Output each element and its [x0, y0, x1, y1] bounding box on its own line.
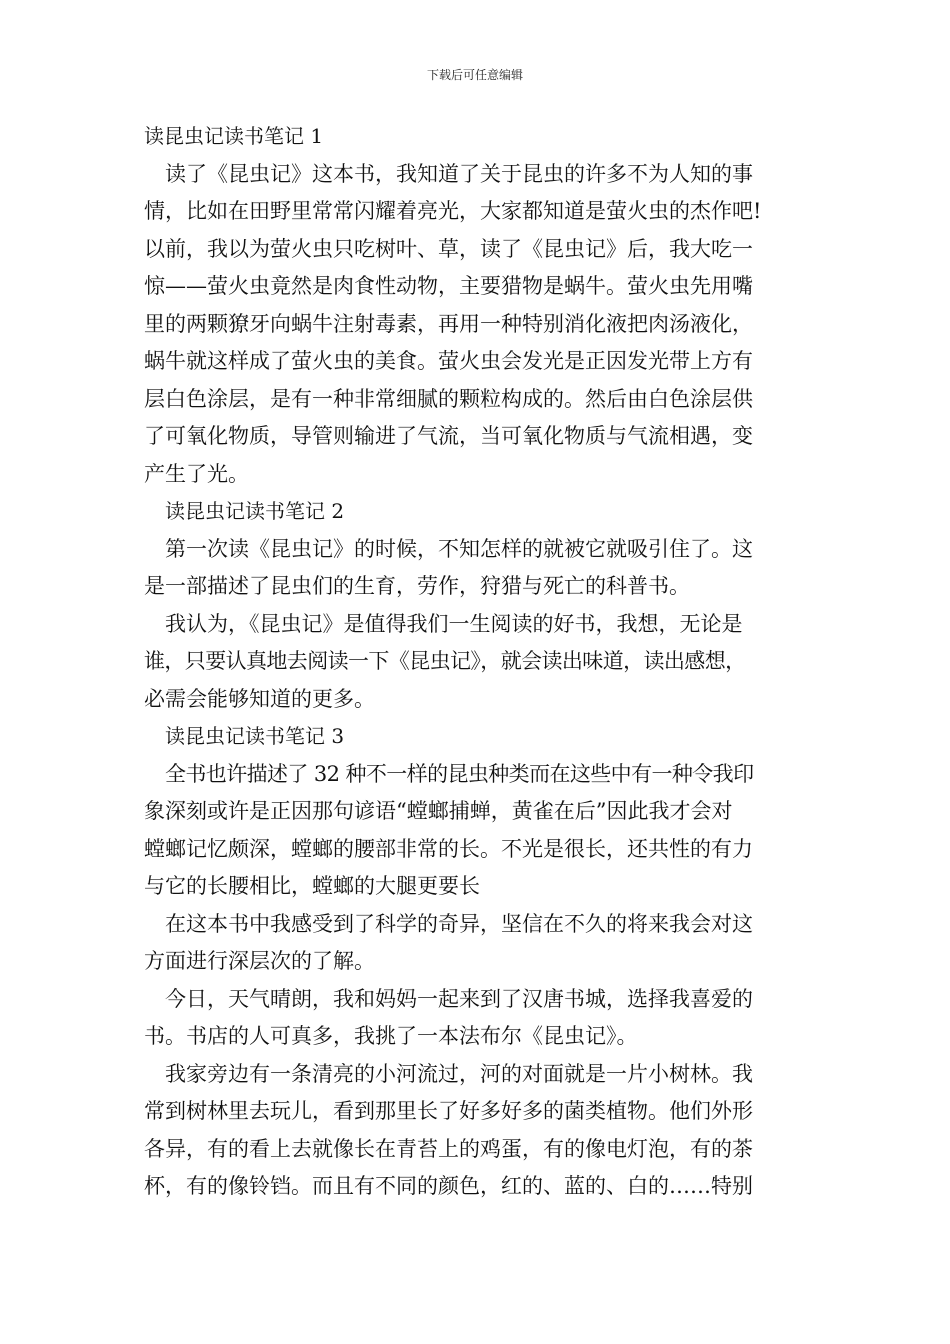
text-line: 第一次读《昆虫记》的时候，不知怎样的就被它就吸引住了。这 — [165, 536, 753, 561]
text-line: 了可氧化物质，导管则输进了气流，当可氧化物质与气流相遇，变 — [144, 424, 753, 448]
text-line: 蜗牛就这样成了萤火虫的美食。萤火虫会发光是正因发光带上方有 — [144, 349, 753, 373]
section-heading: 读昆虫记读书笔记 2 — [165, 499, 345, 523]
text-line: 情，比如在田野里常常闪耀着亮光，大家都知道是萤火虫的杰作吧! — [144, 199, 762, 223]
text-line: 螳螂记忆颇深，螳螂的腰部非常的长。不光是很长，还共性的有力 — [144, 836, 753, 861]
text-line: 象深刻或许是正因那句谚语“螳螂捕蝉，黄雀在后”因此我才会对 — [144, 799, 733, 823]
text-line: 谁，只要认真地去阅读一下《昆虫记》，就会读出味道，读出感想， — [144, 649, 746, 673]
section-heading: 读昆虫记读书笔记 3 — [165, 724, 345, 748]
document-body — [144, 118, 824, 1206]
text-line: 读了《昆虫记》这本书，我知道了关于昆虫的许多不为人知的事 — [165, 161, 753, 186]
page-header: 下载后可任意编辑 — [426, 68, 523, 82]
text-line: 方面进行深层次的了解。 — [144, 949, 375, 973]
text-line: 我家旁边有一条清亮的小河流过，河的对面就是一片小树林。我 — [165, 1061, 753, 1086]
text-line: 里的两颗獠牙向蜗牛注射毒素，再用一种特别消化液把肉汤液化， — [144, 311, 753, 336]
text-line: 杯，有的像铃铛。而且有不同的颜色，红的、蓝的、白的……特别 — [144, 1174, 753, 1198]
text-line: 惊——萤火虫竟然是肉食性动物，主要猎物是蜗牛。萤火虫先用嘴 — [144, 274, 753, 298]
text-line: 与它的长腰相比，螳螂的大腿更要长 — [144, 874, 480, 898]
text-line: 在这本书中我感受到了科学的奇异，坚信在不久的将来我会对这 — [165, 911, 753, 936]
text-line: 常到树林里去玩儿，看到那里长了好多好多的菌类植物。他们外形 — [144, 1099, 753, 1123]
text-line: 书。书店的人可真多，我挑了一本法布尔《昆虫记》。 — [144, 1024, 638, 1048]
text-line: 各异，有的看上去就像长在青苔上的鸡蛋，有的像电灯泡，有的茶 — [144, 1136, 753, 1161]
text-line: 我认为，《昆虫记》是值得我们一生阅读的好书，我想，无论是 — [165, 611, 743, 636]
text-line: 是一部描述了昆虫们的生育，劳作，狩猎与死亡的科普书。 — [144, 574, 690, 598]
text-line: 今日，天气晴朗，我和妈妈一起来到了汉唐书城，选择我喜爱的 — [165, 986, 753, 1011]
section-heading: 读昆虫记读书笔记 1 — [144, 124, 324, 148]
text-line: 以前，我以为萤火虫只吃树叶、草，读了《昆虫记》后，我大吃一 — [144, 236, 753, 261]
text-line: 产生了光。 — [144, 461, 249, 486]
text-line: 层白色涂层，是有一种非常细腻的颗粒构成的。然后由白色涂层供 — [144, 386, 753, 411]
text-line: 必需会能够知道的更多。 — [144, 686, 375, 711]
text-line: 全书也许描述了 32 种不一样的昆虫种类而在这些中有一种令我印 — [165, 761, 754, 786]
